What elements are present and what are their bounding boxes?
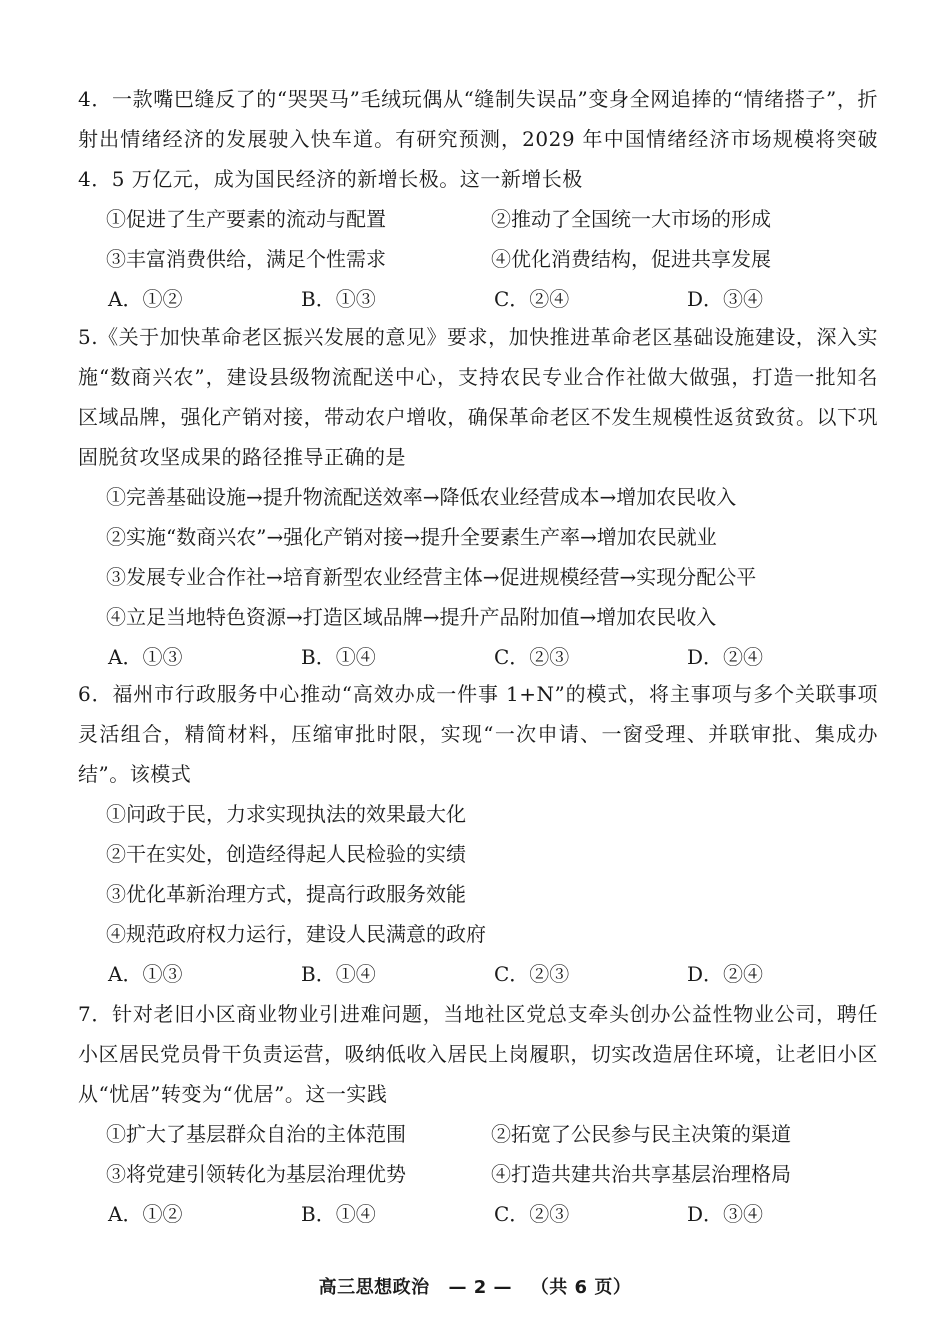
question-stem	[78, 994, 878, 1114]
question-number: 5.	[78, 325, 99, 349]
option-list	[106, 1114, 878, 1194]
option-3: ③发展专业合作社→培育新型农业经营主体→促进规模经营→实现分配公平	[106, 565, 757, 589]
option-4: ④打造共建共治共享基层治理格局	[491, 1162, 791, 1186]
question-number: 7．	[78, 1002, 113, 1026]
choice-a: A．①③	[108, 645, 183, 669]
option-4: ④优化消费结构，促进共享发展	[491, 247, 771, 271]
option-4: ④规范政府权力运行，建设人民满意的政府	[106, 922, 486, 946]
choice-a: A．①③	[108, 962, 183, 986]
choice-b: B．①④	[301, 962, 376, 986]
question-text: 一款嘴巴缝反了的“哭哭马”毛绒玩偶从“缝制失误品”变身全网追捧的“情绪搭子”，折射出情绪经济的发展驶入快车道。有研究预测，2029 年中国情绪经济市场规模将突破 4．5 万亿元，成为国民经济的新增长极。这一新增长极	[78, 87, 878, 191]
question-text: 《关于加快革命老区振兴发展的意见》要求，加快推进革命老区基础设施建设，深入实施“数商兴农”，建设县级物流配送中心，支持农民专业合作社做大做强，打造一批知名区域品牌，强化产销对接，带动农户增收，确保革命老区不发生规模性返贫致贫。以下巩固脱贫攻坚成果的路径推导正确的是	[78, 325, 878, 469]
choice-d: D．③④	[687, 287, 764, 311]
option-list	[106, 199, 878, 279]
answer-choices	[108, 1194, 878, 1234]
choice-b: B．①③	[301, 287, 376, 311]
footer-subject: 高三思想政治	[318, 1277, 430, 1298]
question-text: 针对老旧小区商业物业引进难问题，当地社区党总支牵头创办公益性物业公司，聘任小区居民党员骨干负责运营，吸纳低收入居民上岗履职，切实改造居住环境，让老旧小区从“忧居”转变为“优居”。这一实践	[78, 1002, 878, 1106]
choice-c: C．②③	[494, 1202, 570, 1226]
question-5	[78, 317, 878, 677]
page-footer	[0, 1273, 950, 1299]
question-number: 6．	[78, 682, 113, 706]
option-list	[106, 477, 878, 637]
answer-choices	[108, 954, 878, 994]
option-4: ④立足当地特色资源→打造区域品牌→提升产品附加值→增加农民收入	[106, 605, 717, 629]
question-6	[78, 674, 878, 994]
choice-b: B．①④	[301, 645, 376, 669]
choice-d: D．②④	[687, 962, 764, 986]
question-stem	[78, 79, 878, 199]
option-1: ①问政于民，力求实现执法的效果最大化	[106, 802, 466, 826]
option-2: ②实施“数商兴农”→强化产销对接→提升全要素生产率→增加农民就业	[106, 525, 717, 549]
option-1: ①促进了生产要素的流动与配置	[106, 207, 386, 231]
option-2: ②拓宽了公民参与民主决策的渠道	[491, 1122, 791, 1146]
footer-page-number: — 2 —	[448, 1277, 512, 1298]
footer-total-pages: （共 6 页）	[530, 1277, 632, 1298]
question-number: 4．	[78, 87, 112, 111]
choice-a: A．①②	[108, 287, 183, 311]
question-7	[78, 994, 878, 1234]
choice-c: C．②③	[494, 645, 570, 669]
choice-d: D．③④	[687, 1202, 764, 1226]
option-1: ①扩大了基层群众自治的主体范围	[106, 1122, 406, 1146]
choice-b: B．①④	[301, 1202, 376, 1226]
choice-a: A．①②	[108, 1202, 183, 1226]
option-3: ③丰富消费供给，满足个性需求	[106, 247, 386, 271]
option-3: ③将党建引领转化为基层治理优势	[106, 1162, 406, 1186]
question-text: 福州市行政服务中心推动“高效办成一件事 1+N”的模式，将主事项与多个关联事项灵活组合，精简材料，压缩审批时限，实现“一次申请、一窗受理、并联审批、集成办结”。该模式	[78, 682, 878, 786]
answer-choices	[108, 279, 878, 319]
question-stem	[78, 317, 878, 477]
answer-choices	[108, 637, 878, 677]
option-2: ②推动了全国统一大市场的形成	[491, 207, 771, 231]
choice-c: C．②③	[494, 962, 570, 986]
option-3: ③优化革新治理方式，提高行政服务效能	[106, 882, 466, 906]
option-list	[106, 794, 878, 954]
option-2: ②干在实处，创造经得起人民检验的实绩	[106, 842, 466, 866]
option-1: ①完善基础设施→提升物流配送效率→降低农业经营成本→增加农民收入	[106, 485, 737, 509]
question-4	[78, 79, 878, 319]
question-stem	[78, 674, 878, 794]
choice-d: D．②④	[687, 645, 764, 669]
choice-c: C．②④	[494, 287, 570, 311]
